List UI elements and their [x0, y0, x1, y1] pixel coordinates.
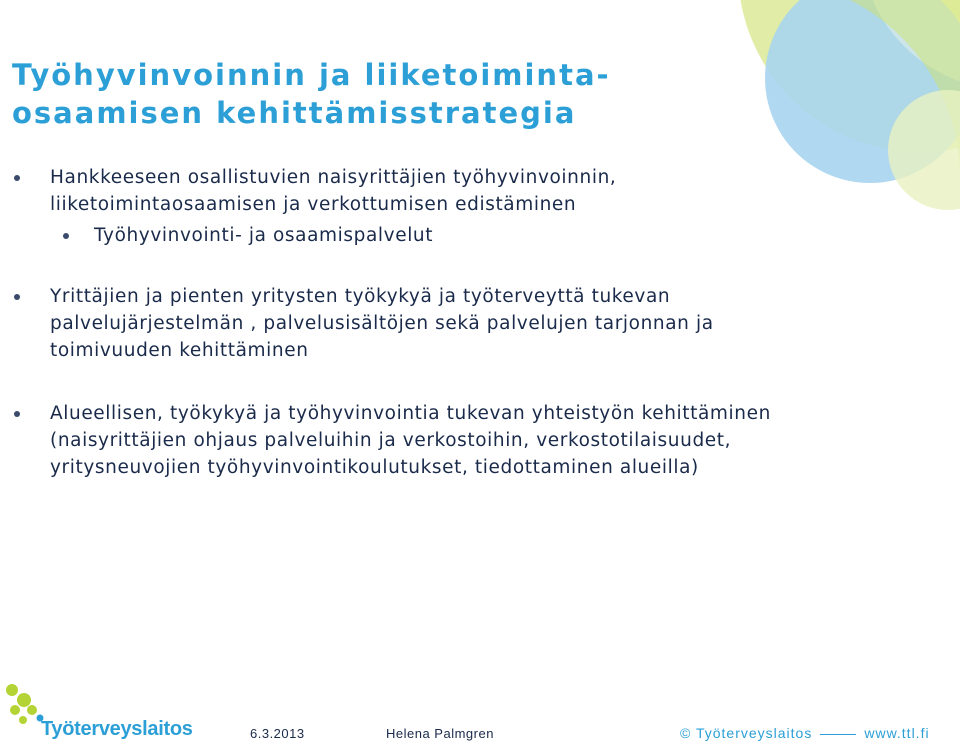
bullet-dot-icon [14, 411, 20, 417]
slide-title-line-1: Työhyvinvoinnin ja liiketoiminta- [12, 58, 611, 92]
copyright-icon: © [680, 725, 692, 741]
bullet-text-line: Hankkeeseen osallistuvien naisyrittäjien työhyvinvoinnin, [50, 167, 617, 188]
slide-title-line-2: osaamisen kehittämisstrategia [12, 96, 577, 130]
bullet-text-line: palvelujärjestelmän , palvelusisältöjen sekä palvelujen tarjonnan ja [50, 313, 714, 334]
sub-bullet-item [0, 222, 900, 249]
footer-copyright [680, 725, 930, 741]
bullet-text-line: Yrittäjien ja pienten yritysten työkykyä ja työterveyttä tukevan [50, 286, 671, 307]
bullet-item [0, 283, 900, 364]
bullet-dot-icon [14, 294, 20, 300]
bullet-list [0, 164, 900, 481]
bullet-dot-icon [63, 233, 69, 239]
bullet-text-line: toimivuuden kehittäminen [50, 340, 309, 361]
logo-text: Työterveyslaitos [41, 718, 193, 740]
footer-author: Helena Palmgren [386, 726, 494, 741]
footer-url[interactable]: www.ttl.fi [864, 725, 930, 741]
footer-org: Työterveyslaitos [695, 725, 813, 741]
footer-rule [820, 734, 856, 735]
bullet-text-line: (naisyrittäjien ohjaus palveluihin ja verkostoihin, verkostotilaisuudet, [50, 430, 732, 451]
bullet-text-line: Työhyvinvointi- ja osaamispalvelut [94, 225, 434, 246]
bullet-item [0, 400, 900, 481]
bullet-text-line: Alueellisen, työkykyä ja työhyvinvointia tukevan yhteistyön kehittäminen [50, 403, 771, 424]
bullet-text-line: yritysneuvojien työhyvinvointikoulutukset, tiedottaminen alueilla) [50, 457, 699, 478]
footer [0, 718, 960, 748]
bullet-dot-icon [14, 175, 20, 181]
slide-title [12, 56, 611, 132]
bullet-item [0, 164, 900, 218]
footer-date: 6.3.2013 [250, 726, 305, 741]
bullet-text-line: liiketoimintaosaamisen ja verkottumisen edistäminen [50, 194, 577, 215]
